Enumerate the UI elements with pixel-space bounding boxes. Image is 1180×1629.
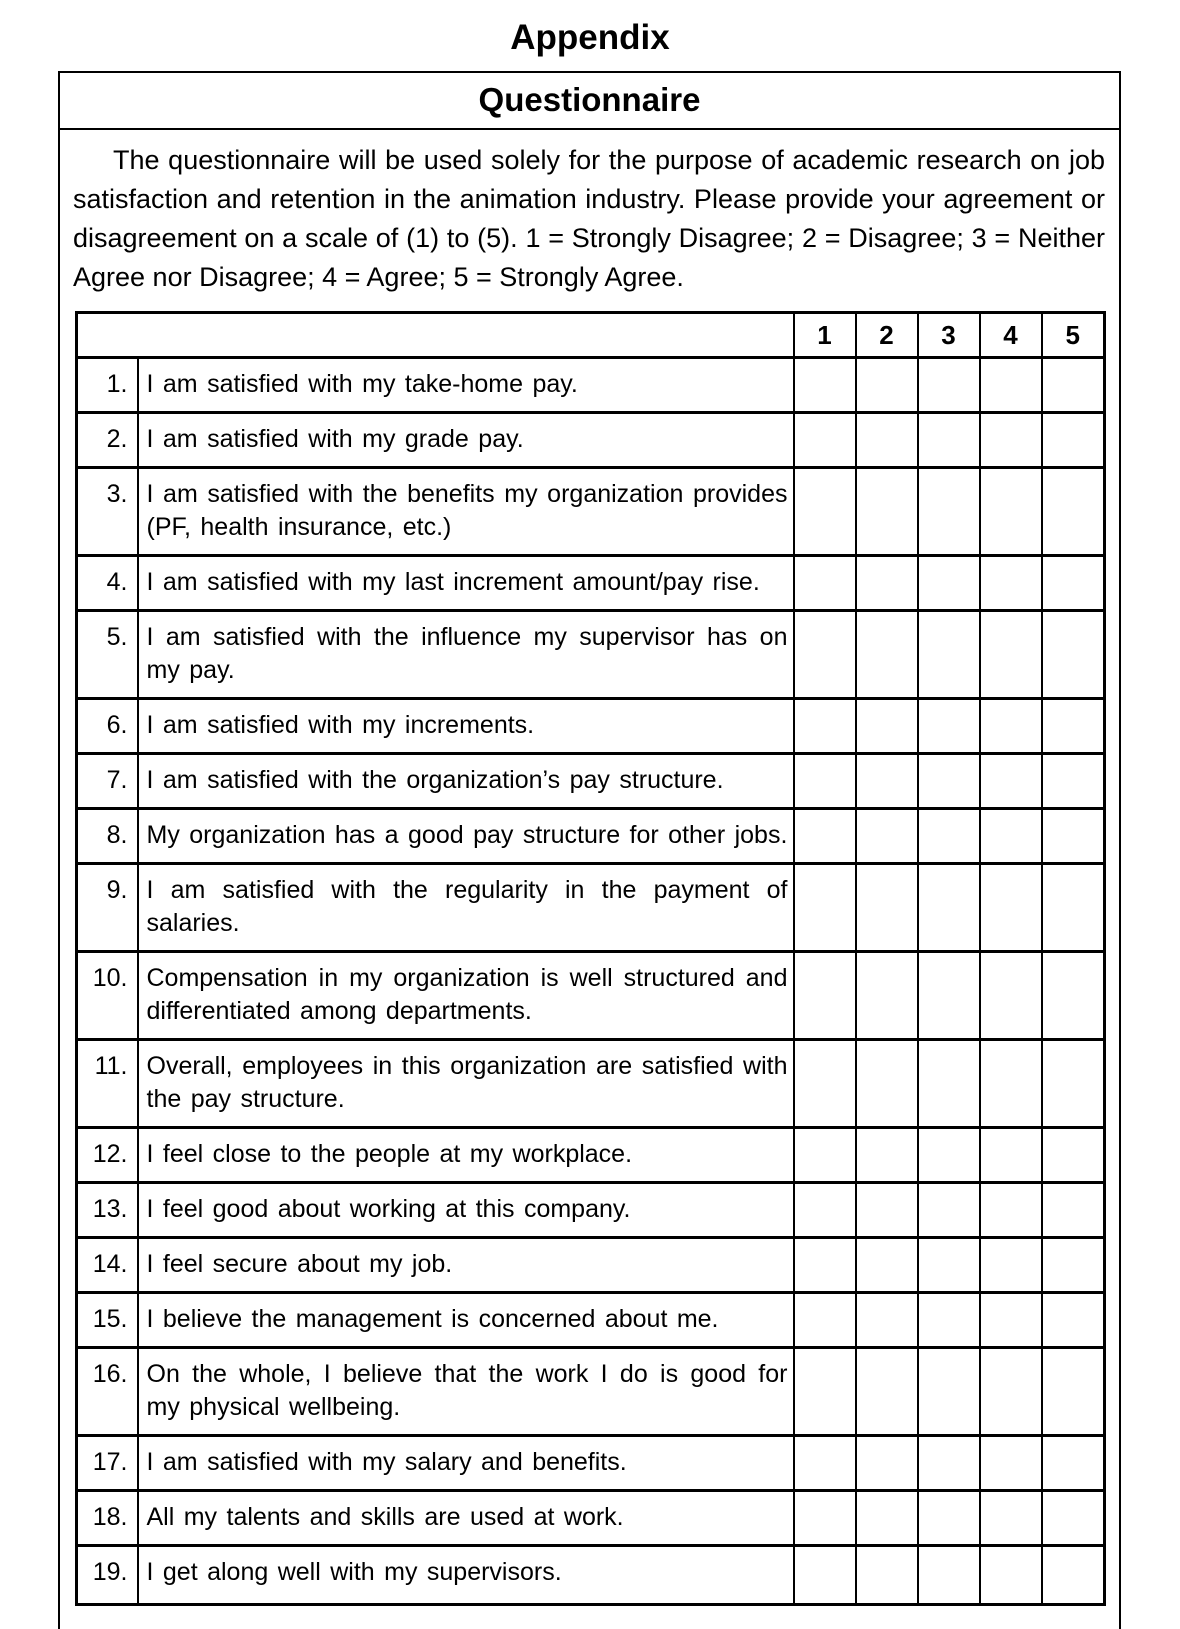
question-number: 4. [77,556,138,611]
answer-cell-q18-2[interactable] [856,1491,918,1546]
question-text: All my talents and skills are used at work. [138,1491,794,1546]
answer-cell-q3-2[interactable] [856,468,918,556]
answer-cell-q9-2[interactable] [856,864,918,952]
answer-cell-q7-2[interactable] [856,754,918,809]
answer-cell-q8-1[interactable] [794,809,856,864]
answer-cell-q4-3[interactable] [918,556,980,611]
question-number: 15. [77,1293,138,1348]
answer-cell-q13-1[interactable] [794,1183,856,1238]
answer-cell-q6-5[interactable] [1042,699,1105,754]
question-row [77,809,1105,864]
question-row [77,1040,1105,1128]
answer-cell-q14-3[interactable] [918,1238,980,1293]
answer-cell-q2-1[interactable] [794,413,856,468]
question-number: 13. [77,1183,138,1238]
question-text: Overall, employees in this organization are satisfied with the pay structure. [138,1040,794,1128]
question-text: I am satisfied with my grade pay. [138,413,794,468]
question-number: 3. [77,468,138,556]
question-row [77,556,1105,611]
answer-cell-q7-1[interactable] [794,754,856,809]
questionnaire-heading: Questionnaire [60,73,1119,130]
question-row [77,864,1105,952]
question-number: 2. [77,413,138,468]
answer-cell-q2-3[interactable] [918,413,980,468]
answer-cell-q10-4[interactable] [980,952,1042,1040]
answer-cell-q16-5[interactable] [1042,1348,1105,1436]
question-number: 16. [77,1348,138,1436]
scale-header-5: 5 [1042,313,1105,358]
answer-cell-q3-3[interactable] [918,468,980,556]
question-text: I am satisfied with the influence my supervisor has on my pay. [138,611,794,699]
question-rows [77,358,1105,1605]
question-number: 8. [77,809,138,864]
answer-cell-q6-3[interactable] [918,699,980,754]
answer-cell-q17-4[interactable] [980,1436,1042,1491]
answer-cell-q2-4[interactable] [980,413,1042,468]
question-text: I am satisfied with my last increment amount/pay rise. [138,556,794,611]
question-text: On the whole, I believe that the work I do is good for my physical wellbeing. [138,1348,794,1436]
answer-cell-q6-2[interactable] [856,699,918,754]
answer-cell-q9-1[interactable] [794,864,856,952]
question-text: I am satisfied with my increments. [138,699,794,754]
answer-cell-q12-3[interactable] [918,1128,980,1183]
questionnaire-box [58,71,1121,1629]
question-text: I am satisfied with the organization’s pay structure. [138,754,794,809]
answer-cell-q10-3[interactable] [918,952,980,1040]
question-text: I feel good about working at this company. [138,1183,794,1238]
question-number: 18. [77,1491,138,1546]
answer-cell-q8-3[interactable] [918,809,980,864]
answer-cell-q14-1[interactable] [794,1238,856,1293]
answer-cell-q1-5[interactable] [1042,358,1105,413]
answer-cell-q12-4[interactable] [980,1128,1042,1183]
answer-cell-q10-5[interactable] [1042,952,1105,1040]
answer-cell-q4-5[interactable] [1042,556,1105,611]
answer-cell-q11-3[interactable] [918,1040,980,1128]
question-row [77,468,1105,556]
question-row [77,952,1105,1040]
answer-cell-q2-5[interactable] [1042,413,1105,468]
scale-header-2: 2 [856,313,918,358]
question-number: 11. [77,1040,138,1128]
answer-cell-q4-1[interactable] [794,556,856,611]
answer-cell-q1-2[interactable] [856,358,918,413]
answer-cell-q19-4[interactable] [980,1546,1042,1605]
question-header-cell [77,313,794,358]
answer-cell-q16-4[interactable] [980,1348,1042,1436]
scale-header-1: 1 [794,313,856,358]
scale-header-3: 3 [918,313,980,358]
answer-cell-q3-5[interactable] [1042,468,1105,556]
answer-cell-q19-5[interactable] [1042,1546,1105,1605]
answer-cell-q1-1[interactable] [794,358,856,413]
question-row [77,1491,1105,1546]
answer-cell-q5-5[interactable] [1042,611,1105,699]
question-row [77,754,1105,809]
answer-cell-q11-5[interactable] [1042,1040,1105,1128]
question-row [77,1546,1105,1605]
question-number: 19. [77,1546,138,1605]
question-row [77,1348,1105,1436]
question-row [77,699,1105,754]
answer-cell-q6-4[interactable] [980,699,1042,754]
answer-cell-q11-1[interactable] [794,1040,856,1128]
answer-cell-q10-2[interactable] [856,952,918,1040]
question-text: I am satisfied with the regularity in the payment of salaries. [138,864,794,952]
answer-cell-q18-4[interactable] [980,1491,1042,1546]
answer-cell-q5-3[interactable] [918,611,980,699]
question-number: 5. [77,611,138,699]
answer-cell-q4-4[interactable] [980,556,1042,611]
page-title: Appendix [510,18,670,57]
answer-cell-q13-4[interactable] [980,1183,1042,1238]
questionnaire-table [75,311,1106,1606]
answer-cell-q19-2[interactable] [856,1546,918,1605]
answer-cell-q11-2[interactable] [856,1040,918,1128]
intro-paragraph: The questionnaire will be used solely for the purpose of academic research on job satisfaction and retention in the animation industry. Please provide your agreement or disagreement on a scale of (1) to (5). 1 = Strongly Disagree; 2 = Disagree; 3 = Neither Agree nor Disagree; 4 = Agree; 5 = Strongly Agree. [73,145,1105,292]
question-row [77,1238,1105,1293]
answer-cell-q14-4[interactable] [980,1238,1042,1293]
question-number: 17. [77,1436,138,1491]
answer-cell-q7-5[interactable] [1042,754,1105,809]
question-row [77,1128,1105,1183]
answer-cell-q16-1[interactable] [794,1348,856,1436]
answer-cell-q16-2[interactable] [856,1348,918,1436]
question-text: I am satisfied with my take-home pay. [138,358,794,413]
answer-cell-q18-3[interactable] [918,1491,980,1546]
answer-cell-q11-4[interactable] [980,1040,1042,1128]
answer-cell-q13-2[interactable] [856,1183,918,1238]
answer-cell-q1-3[interactable] [918,358,980,413]
question-text: I am satisfied with my salary and benefits. [138,1436,794,1491]
answer-cell-q5-2[interactable] [856,611,918,699]
answer-cell-q13-5[interactable] [1042,1183,1105,1238]
question-row [77,413,1105,468]
answer-cell-q12-2[interactable] [856,1128,918,1183]
question-number: 1. [77,358,138,413]
question-row [77,1293,1105,1348]
question-row [77,358,1105,413]
scale-header-row [77,313,1105,358]
question-row [77,1183,1105,1238]
answer-cell-q17-3[interactable] [918,1436,980,1491]
answer-cell-q8-5[interactable] [1042,809,1105,864]
question-row [77,1436,1105,1491]
question-number: 7. [77,754,138,809]
answer-cell-q17-2[interactable] [856,1436,918,1491]
question-text: I feel close to the people at my workplace. [138,1128,794,1183]
answer-cell-q14-2[interactable] [856,1238,918,1293]
answer-cell-q6-1[interactable] [794,699,856,754]
answer-cell-q10-1[interactable] [794,952,856,1040]
answer-cell-q18-1[interactable] [794,1491,856,1546]
question-text: I get along well with my supervisors. [138,1546,794,1605]
answer-cell-q19-1[interactable] [794,1546,856,1605]
answer-cell-q5-4[interactable] [980,611,1042,699]
question-row [77,611,1105,699]
answer-cell-q17-1[interactable] [794,1436,856,1491]
answer-cell-q13-3[interactable] [918,1183,980,1238]
answer-cell-q4-2[interactable] [856,556,918,611]
question-text: I feel secure about my job. [138,1238,794,1293]
question-number: 14. [77,1238,138,1293]
answer-cell-q12-5[interactable] [1042,1128,1105,1183]
question-text: I believe the management is concerned about me. [138,1293,794,1348]
answer-cell-q8-2[interactable] [856,809,918,864]
answer-cell-q16-3[interactable] [918,1348,980,1436]
answer-cell-q9-3[interactable] [918,864,980,952]
question-number: 12. [77,1128,138,1183]
answer-cell-q5-1[interactable] [794,611,856,699]
scale-header-4: 4 [980,313,1042,358]
answer-cell-q15-5[interactable] [1042,1293,1105,1348]
answer-cell-q18-5[interactable] [1042,1491,1105,1546]
answer-cell-q9-5[interactable] [1042,864,1105,952]
question-number: 10. [77,952,138,1040]
answer-cell-q9-4[interactable] [980,864,1042,952]
question-text: My organization has a good pay structure for other jobs. [138,809,794,864]
answer-cell-q17-5[interactable] [1042,1436,1105,1491]
answer-cell-q15-3[interactable] [918,1293,980,1348]
answer-cell-q7-4[interactable] [980,754,1042,809]
question-text: I am satisfied with the benefits my organization provides (PF, health insurance, etc.) [138,468,794,556]
answer-cell-q14-5[interactable] [1042,1238,1105,1293]
answer-cell-q15-4[interactable] [980,1293,1042,1348]
question-number: 9. [77,864,138,952]
question-number: 6. [77,699,138,754]
answer-cell-q3-1[interactable] [794,468,856,556]
answer-cell-q2-2[interactable] [856,413,918,468]
answer-cell-q3-4[interactable] [980,468,1042,556]
answer-cell-q12-1[interactable] [794,1128,856,1183]
answer-cell-q8-4[interactable] [980,809,1042,864]
answer-cell-q15-2[interactable] [856,1293,918,1348]
answer-cell-q1-4[interactable] [980,358,1042,413]
question-text: Compensation in my organization is well structured and differentiated among departments. [138,952,794,1040]
answer-cell-q19-3[interactable] [918,1546,980,1605]
answer-cell-q15-1[interactable] [794,1293,856,1348]
answer-cell-q7-3[interactable] [918,754,980,809]
